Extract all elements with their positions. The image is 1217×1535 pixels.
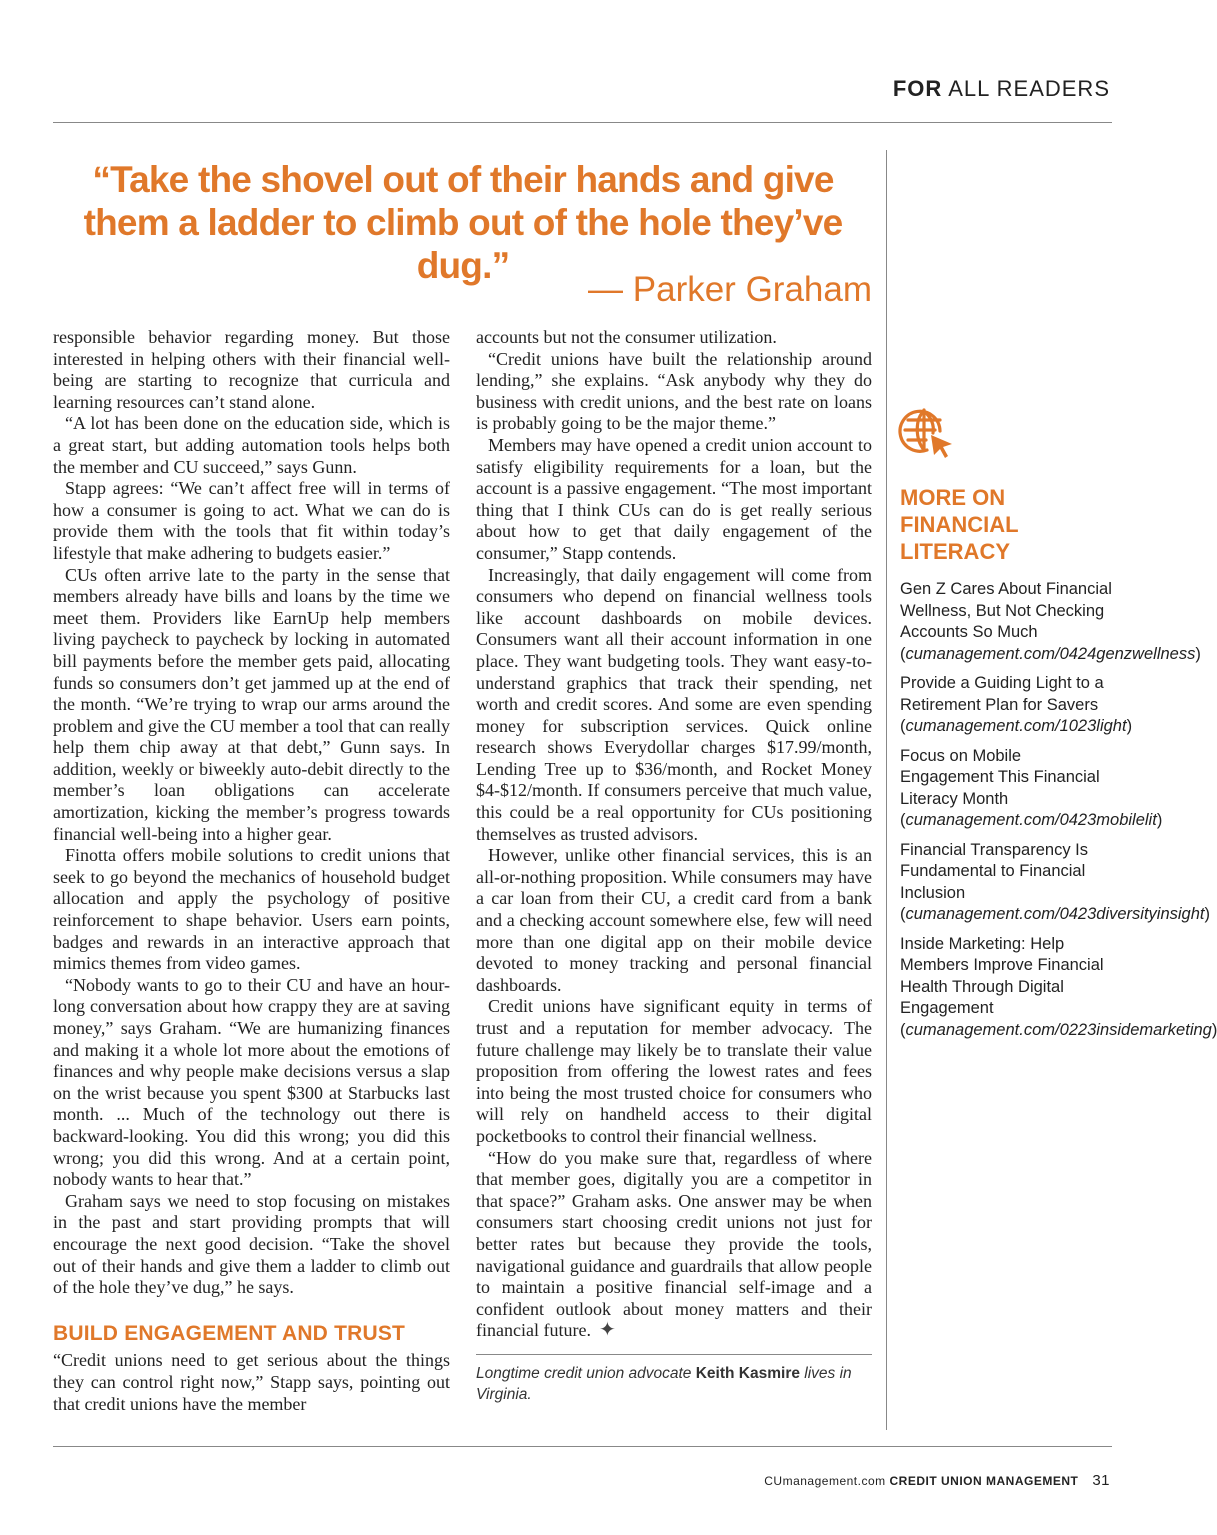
link-title: Inside Marketing: Help Members Improve Financial Health Through Digital Engagement <box>900 934 1104 1017</box>
link-url[interactable]: cumanagement.com/0223insidemarketing <box>905 1020 1212 1039</box>
paragraph: However, unlike other financial services, this is an all-or-nothing proposition. While consumers may have a car loan from their CU, a credit card from a bank and a checking account somewhere else, few will need more than one digital app on their mobile device devoted to money tracking and personal financial dashboards. <box>476 845 872 995</box>
paragraph: Finotta offers mobile solutions to credit unions that seek to go beyond the mechanics of household budget allocation and apply the psychology of positive reinforcement to shape behavior. Users earn points, badges and rewards in an interactive approach that mimics themes from video games. <box>53 845 450 974</box>
sidebar-title: MORE ON FINANCIAL LITERACY <box>900 485 1019 564</box>
link-title: Provide a Guiding Light to a Retirement Plan for Savers <box>900 674 1104 714</box>
paragraph-last-text: “How do you make sure that, regardless of where that member goes, digitally you are a competitor in that space?” Graham asks. One answer may be when consumers start choosing credit unions not just for better rates but because they provide the tools, navigational guidance and guardrails that allow people to maintain a positive financial self-image and a confident outlook about money matters and their financial future. <box>476 1147 872 1341</box>
sidebar-divider <box>886 150 887 1430</box>
paragraph: Members may have opened a credit union account to satisfy eligibility requirements for a loan, but the account is a passive engagement. “The most important thing that I think CUs can do is get really serious about how to get that daily engagement of the consumer,” Stapp contends. <box>476 434 872 563</box>
link-title: Gen Z Cares About Financial Wellness, But Not Checking Accounts So Much <box>900 580 1112 641</box>
author-name: Keith Kasmire <box>695 1364 800 1382</box>
paragraph: accounts but not the consumer utilization. <box>476 327 777 347</box>
sidebar-link-item[interactable]: Focus on Mobile Engagement This Financial Literacy Month (cumanagement.com/0423mobilelit) <box>900 746 1163 829</box>
link-url[interactable]: cumanagement.com/0424genzwellness <box>905 644 1196 663</box>
paragraph: responsible behavior regarding money. But those interested in helping others with their financial well-being are starting to recognize that curricula and learning resources can’t stand alone. <box>53 327 450 412</box>
paragraph: “Credit unions need to get serious about the things they can control right now,” Stapp says, pointing out that credit unions have the member <box>53 1350 450 1414</box>
sidebar <box>900 405 1217 1049</box>
link-url[interactable]: cumanagement.com/1023light <box>905 717 1127 735</box>
pull-quote-attribution: — Parker Graham <box>588 270 872 309</box>
globe-cursor-icon <box>900 405 956 461</box>
page-footer <box>764 1472 1110 1489</box>
section-label <box>893 76 1110 102</box>
paragraph-last <box>476 1148 872 1342</box>
paragraph: “Nobody wants to go to their CU and have an hour-long conversation about how crappy they are at saving money,” says Graham. “We are humanizing finances and making it a whole lot more about the emotions of finances and why people make decisions versus a slap on the wrist because you spent $300 at Starbucks last month. ... Much of the technology out there is backward-looking. You did this wrong; you did this wrong; you did this wrong. And at a certain point, nobody wants to hear that.” <box>53 974 450 1190</box>
sidebar-link-item[interactable]: Financial Transparency Is Fundamental to Financial Inclusion (cumanagement.com/0423diversityinsight) <box>900 840 1210 923</box>
link-url[interactable]: cumanagement.com/0423diversityinsight <box>905 905 1205 923</box>
bio-rule <box>476 1354 872 1355</box>
article-column-2 <box>476 327 872 1405</box>
article-column-1 <box>53 327 450 1415</box>
footer-publication: CREDIT UNION MANAGEMENT <box>889 1474 1079 1488</box>
pull-quote: “Take the shovel out of their hands and give them a ladder to climb out of the hole they’ve dug.” <box>83 159 843 286</box>
sidebar-link-item[interactable]: Provide a Guiding Light to a Retirement Plan for Savers (cumanagement.com/1023light) <box>900 674 1133 735</box>
sidebar-link-item[interactable]: Gen Z Cares About Financial Wellness, But Not Checking Accounts So Much (cumanagement.com/0424genzwellness) <box>900 580 1201 663</box>
paragraph: Graham says we need to stop focusing on mistakes in the past and start providing prompts that will encourage the next good decision. “Take the shovel out of their hands and give them a ladder to climb out of the hole they’ve dug,” he says. <box>53 1190 450 1298</box>
paragraph: Credit unions have significant equity in terms of trust and a reputation for member advocacy. The future challenge may likely be to translate their value proposition from offering the lowest rates and fees into being the most trusted choice for consumers who will rely on handheld access to their digital pocketbooks to control their financial wellness. <box>476 996 872 1146</box>
bottom-rule <box>53 1446 1112 1447</box>
top-rule <box>53 122 1112 123</box>
bio-prefix: Longtime credit union advocate <box>476 1364 692 1382</box>
footer-site: CUmanagement.com <box>764 1474 886 1488</box>
paragraph: Increasingly, that daily engagement will come from consumers who depend on financial wellness tools like account dashboards on mobile devices. Consumers want all their account information in one place. They want budgeting tools. They want easy-to-understand graphics that track their spending, net worth and credit scores. And some are even spending money for subscription services. Quick online research shows Everydollar charges $17.99/month, Lending Tree up to $36/month, and Rocket Money $4-$12/month. If consumers perceive that much value, this could be a real opportunity for CUs positioning themselves as trusted advisors. <box>476 564 872 844</box>
paragraph: “A lot has been done on the education side, which is a great start, but adding automation tools helps both the member and CU succeed,” says Gunn. <box>53 413 450 477</box>
page-number: 31 <box>1092 1472 1110 1489</box>
section-label-bold: FOR <box>892 76 943 101</box>
link-title: Focus on Mobile Engagement This Financial Literacy Month <box>900 746 1100 808</box>
subhead: BUILD ENGAGEMENT AND TRUST <box>53 1321 406 1345</box>
section-label-rest: ALL READERS <box>948 76 1110 101</box>
link-title: Financial Transparency Is Fundamental to Financial Inclusion <box>900 840 1089 902</box>
paragraph: Stapp agrees: “We can’t affect free will in terms of how a consumer is going to act. What we can do is provide them with the tools that fit within today’s lifestyle that make adhering to budgets easier.” <box>53 478 450 563</box>
bio-suffix: lives in Virginia. <box>476 1364 852 1403</box>
author-bio <box>476 1363 872 1405</box>
paragraph: “Credit unions have built the relationship around lending,” she explains. “Ask anybody why they do business with credit unions, and the best rate on loans is probably going to be the major theme.” <box>476 348 872 434</box>
sidebar-link-item[interactable]: Inside Marketing: Help Members Improve Financial Health Through Digital Engagement (cumanagement.com/0223insidemarketing) <box>900 934 1217 1039</box>
link-url[interactable]: cumanagement.com/0423mobilelit <box>905 811 1157 829</box>
paragraph: CUs often arrive late to the party in the sense that members already have bills and loans by the time we meet them. Providers like EarnUp help members living paycheck to paycheck by locking in automated bill payments before the member gets paid, allocating funds so consumers don’t get jammed up at the end of the month. “We’re trying to wrap our arms around the problem and give the CU member a tool that can really help them chip away at that debt,” Gunn says. In addition, weekly or biweekly auto-debit directly to the member’s loan obligations can accelerate amortization, kicking the member’s progress towards financial well-being into a higher gear. <box>53 564 450 844</box>
end-mark-icon: ✦ <box>598 1319 616 1342</box>
